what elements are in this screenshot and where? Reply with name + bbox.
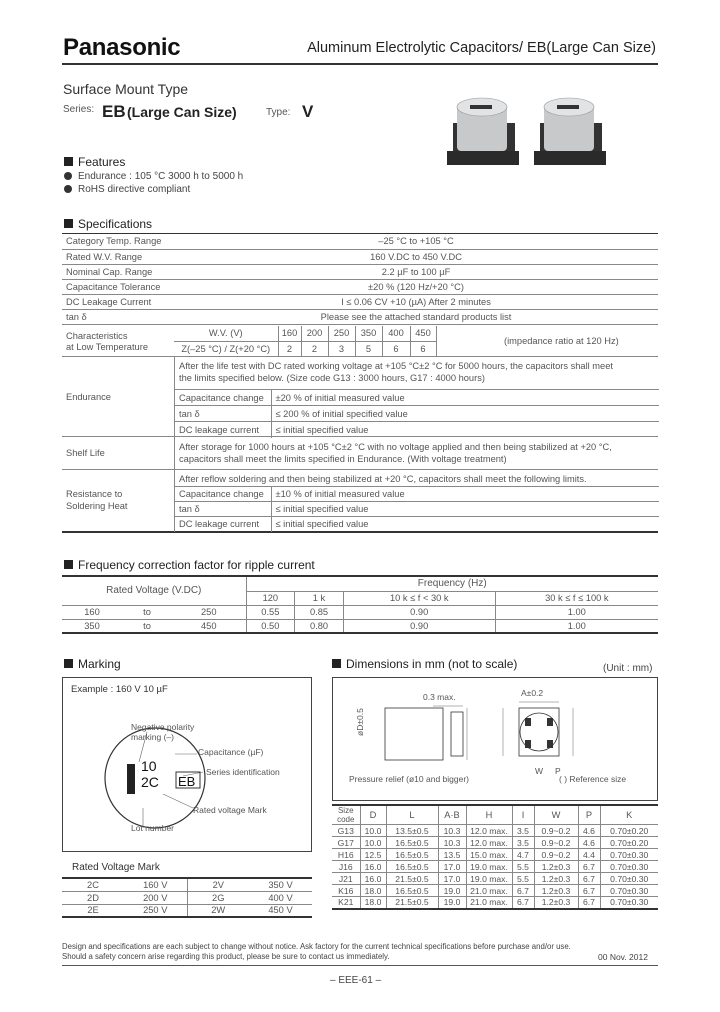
frequency-heading: Frequency correction factor for ripple current (64, 558, 315, 572)
page-number: – EEE-61 – (330, 975, 382, 986)
dimension-cell: 16.0 (360, 873, 386, 885)
table-row: tan δ Please see the attached standard products list (62, 309, 658, 324)
dimension-cell: 19.0 (438, 897, 466, 909)
dimension-cell: 6.7 (578, 897, 600, 909)
dimension-cell: 6.7 (578, 861, 600, 873)
series-value: EB (102, 102, 126, 121)
dimension-cell: 0.70±0.20 (600, 825, 658, 837)
capacitor-image-1 (447, 98, 519, 165)
shelf-life-block: Shelf Life After storage for 1000 hours at +105 °C±2 °C with no voltage applied and then being stabilized at +20 °C, capacitors shall meet the limits specified in Endurance. (With voltage treatment) (62, 437, 658, 470)
dimension-cell: 6.7 (512, 885, 534, 897)
dimension-cell: 4.6 (578, 825, 600, 837)
table-row (332, 885, 658, 897)
table-row (332, 897, 658, 909)
table-row (332, 861, 658, 873)
dimension-cell: K21 (332, 897, 360, 909)
dimension-cell: 6.7 (578, 873, 600, 885)
dimension-cell: 1.2±0.3 (534, 861, 578, 873)
table-row: Rated W.V. Range 160 V.DC to 450 V.DC (62, 249, 658, 264)
dimensions-heading: Dimensions in mm (not to scale) (332, 657, 517, 671)
dimension-cell: 13.5 (438, 849, 466, 861)
dimension-cell: 19.0 max. (466, 873, 512, 885)
dimension-cell: 0.70±0.30 (600, 849, 658, 861)
dimension-cell: 16.5±0.5 (386, 837, 438, 849)
dimension-cell: 5.5 (512, 873, 534, 885)
dimension-cell: 4.7 (512, 849, 534, 861)
dimension-cell: K16 (332, 885, 360, 897)
type-heading: Surface Mount Type (63, 81, 189, 97)
brand-logo: Panasonic (63, 34, 181, 61)
dimension-cell: 18.0 (360, 897, 386, 909)
dimension-cell: 10.3 (438, 837, 466, 849)
dimensions-table: Size code D L A·B H I W P K G13 10.0 13.5±0.5 10.3 12.0 max. 3.5 0.9~0.2 4.6 0.70±0.20 G17 10.0 16.5±0.5 10.3 12.0 max. 3.5 0.9~0.2 4.6 0.70±0.20 H16 12.5 16.5±0.5 13.5 15.0 max. 4.7 0.9~0.2 4.4 0.70±0.30 J16 16.0 16.5±0.5 17.0 19.0 max. 5.5 1.2±0.3 6.7 0.70±0.30 J21 16.0 21.5±0.5 17.0 19.0 max. 5.5 1.2±0.3 6.7 0.70±0.30 K16 18.0 16.5±0.5 19.0 21.0 max. 6.7 1.2±0.3 6.7 0.70±0.30 K21 18.0 21.5±0.5 19.0 21.0 max. 6.7 1.2±0.3 6.7 0.70±0.30 (332, 804, 658, 910)
table-row: Capacitance Tolerance ±20 % (120 Hz/+20 °C) (62, 279, 658, 294)
dimension-cell: G13 (332, 825, 360, 837)
dimension-cell: 13.5±0.5 (386, 825, 438, 837)
dimension-cell: 18.0 (360, 885, 386, 897)
dimension-cell: 0.9~0.2 (534, 825, 578, 837)
header-rule (62, 63, 658, 65)
dimension-cell: 0.70±0.30 (600, 861, 658, 873)
dimension-cell: 12.0 max. (466, 837, 512, 849)
dimension-cell: 1.2±0.3 (534, 885, 578, 897)
soldering-heat-block: Resistance to Soldering Heat After reflow soldering and then being stabilized at +20 °C, capacitors shall meet the following limits. Capacitance change ±10 % of initial measured value tan δ ≤ initial specified value DC leakage current ≤ initial specified value (62, 470, 658, 533)
dimension-cell: 19.0 (438, 885, 466, 897)
footer-rule (62, 965, 658, 966)
dimension-cell: J16 (332, 861, 360, 873)
table-row (332, 849, 658, 861)
dimension-cell: 3.5 (512, 837, 534, 849)
feature-item: RoHS directive compliant (64, 184, 190, 195)
unit-note: (Unit : mm) (603, 663, 653, 674)
marking-heading: Marking (64, 657, 121, 671)
dimension-cell: 0.9~0.2 (534, 849, 578, 861)
dimension-cell: 16.5±0.5 (386, 861, 438, 873)
table-row (332, 837, 658, 849)
dimension-cell: 1.2±0.3 (534, 897, 578, 909)
dimension-cell: 0.70±0.20 (600, 837, 658, 849)
dimension-drawing-box: 0.3 max. A±0.2 øD±0.5 Pressure relief (ø10 and bigger) ( ) Reference size W P (332, 677, 658, 801)
dimension-cell: 4.4 (578, 849, 600, 861)
table-row: 2E 250 V 2W 450 V (62, 904, 312, 917)
dimension-cell: 15.0 max. (466, 849, 512, 861)
dimension-cell: 5.5 (512, 861, 534, 873)
capacitor-image-2 (534, 98, 606, 165)
specifications-heading: Specifications (64, 217, 152, 231)
dimension-cell: 6.7 (512, 897, 534, 909)
dimension-cell: G17 (332, 837, 360, 849)
dimension-cell: 6.7 (578, 885, 600, 897)
dimension-cell: 10.0 (360, 825, 386, 837)
dimension-cell: 19.0 max. (466, 861, 512, 873)
table-row: 2C 160 V 2V 350 V (62, 878, 312, 891)
dimension-cell: 10.3 (438, 825, 466, 837)
table-row (332, 825, 658, 837)
dimension-cell: 16.5±0.5 (386, 849, 438, 861)
frequency-table: Rated Voltage (V.DC) Frequency (Hz) 120 1 k 10 k ≤ f < 30 k 30 k ≤ f ≤ 100 k 160 to 250 0.55 0.85 0.90 1.00 350 to 450 0.50 0.80 0.90 1.00 (62, 577, 658, 634)
table-row: 160 to 250 0.55 0.85 0.90 1.00 (62, 605, 658, 619)
document-title: Aluminum Electrolytic Capacitors/ EB(Large Can Size) (307, 40, 656, 56)
dimension-cell: 21.5±0.5 (386, 873, 438, 885)
series-label: Series: (63, 104, 95, 115)
series-desc: (Large Can Size) (127, 104, 237, 120)
table-row (332, 873, 658, 885)
dimension-cell: 21.0 max. (466, 885, 512, 897)
dimension-cell: 1.2±0.3 (534, 873, 578, 885)
rated-voltage-mark-heading: Rated Voltage Mark (72, 862, 160, 873)
product-photo (445, 95, 615, 170)
table-row: Nominal Cap. Range 2.2 µF to 100 µF (62, 264, 658, 279)
type-value: V (302, 102, 314, 121)
low-temp-block: Characteristics at Low Temperature W.V. (V) 160 200 250 350 400 450 Z(–25 °C) / Z(+20 °C) 2 2 3 5 6 6 (impedance ratio at 120 Hz) (62, 326, 658, 357)
dimension-cell: J21 (332, 873, 360, 885)
dimension-cell: 3.5 (512, 825, 534, 837)
dimension-cell: 12.0 max. (466, 825, 512, 837)
dimension-cell: 17.0 (438, 861, 466, 873)
type-label: Type: (266, 107, 291, 118)
dimension-cell: 21.0 max. (466, 897, 512, 909)
table-row: Category Temp. Range –25 °C to +105 °C (62, 234, 658, 249)
footer-note-1: Design and specifications are each subject to change without notice. Ask factory for the current technical specifications before purchase and/or use. (62, 942, 571, 951)
endurance-block: Endurance After the life test with DC rated working voltage at +105 °C±2 °C for 5000 hours, the capacitors shall meet the limits specified below. (Size code G13 : 3000 hours, G17 : 4000 hours) Capacitance change ±20 % of initial measured value tan δ ≤ 200 % of initial specified value DC leakage current ≤ initial specified value (62, 357, 658, 437)
footer-date: 00 Nov. 2012 (598, 952, 648, 962)
dimension-cell: 10.0 (360, 837, 386, 849)
spec-table (62, 234, 658, 325)
marking-box: Example : 160 V 10 µF Negative polarity marking (–) Capacitance (µF) Series identification Rated voltage Mark Lot number 10 2C EB (62, 677, 312, 852)
table-row: 2D 200 V 2G 400 V (62, 891, 312, 904)
dimension-cell: 4.6 (578, 837, 600, 849)
table-row: 350 to 450 0.50 0.80 0.90 1.00 (62, 619, 658, 633)
dimension-cell: 0.70±0.30 (600, 897, 658, 909)
dimension-cell: 0.70±0.30 (600, 885, 658, 897)
dimension-cell: 16.0 (360, 861, 386, 873)
footer-note-2: Should a safety concern arise regarding this product, please be sure to contact us immediately. (62, 952, 390, 961)
rated-voltage-mark-table (62, 877, 312, 918)
dimension-cell: 12.5 (360, 849, 386, 861)
table-row: DC Leakage Current I ≤ 0.06 CV +10 (µA) After 2 minutes (62, 294, 658, 309)
dimension-cell: 0.9~0.2 (534, 837, 578, 849)
dimension-cell: 0.70±0.30 (600, 873, 658, 885)
dimension-cell: H16 (332, 849, 360, 861)
dimension-cell: 16.5±0.5 (386, 885, 438, 897)
dimension-cell: 21.5±0.5 (386, 897, 438, 909)
features-heading: Features (64, 155, 125, 169)
feature-item: Endurance : 105 °C 3000 h to 5000 h (64, 171, 243, 182)
dimension-cell: 17.0 (438, 873, 466, 885)
